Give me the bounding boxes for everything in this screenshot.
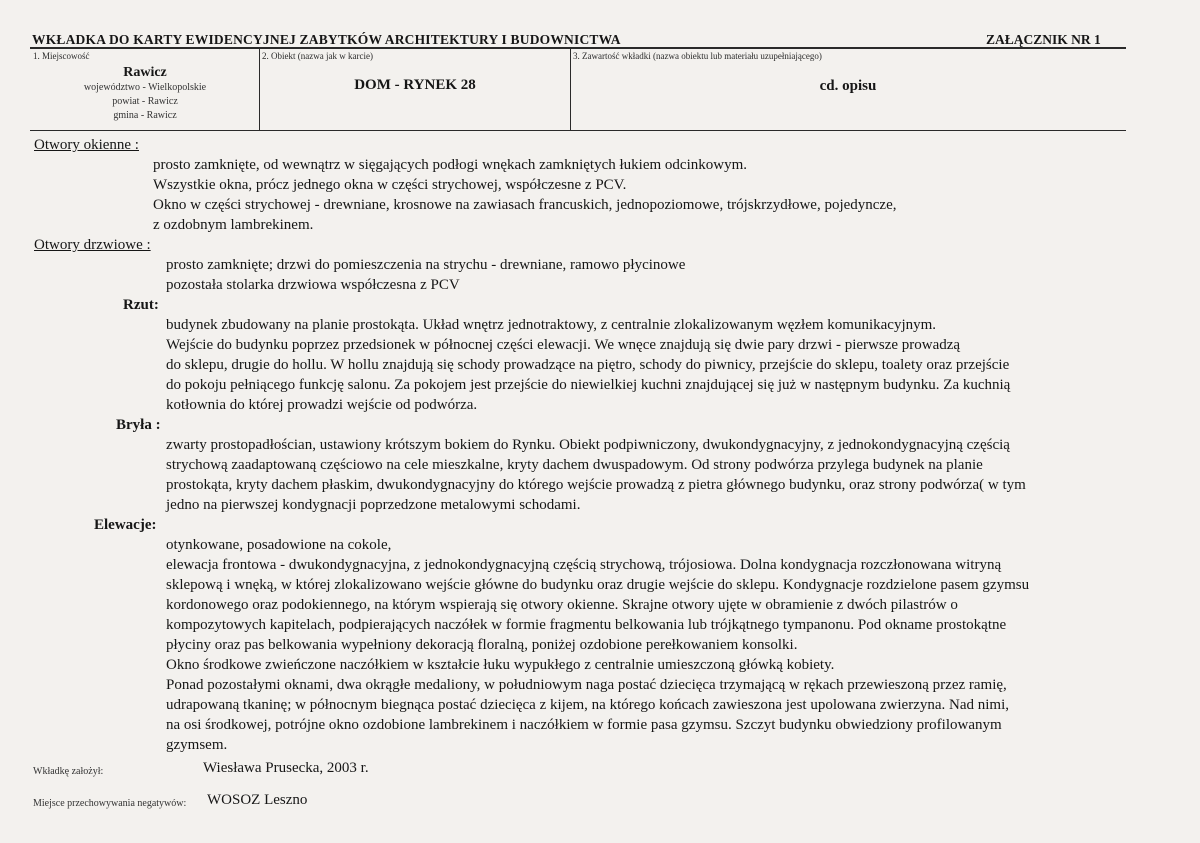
doors-line: pozostała stolarka drzwiowa współczesna z PCV <box>166 277 460 293</box>
plan-line: do pokoju pełniącego funkcję salonu. Za pokojem jest przejście do niewielkiej kuchni znajdującej się już w następnym budynku. Za kuchnią <box>166 377 1011 393</box>
place-label: 1. Miejscowość <box>33 51 90 61</box>
body-line: prostokąta, kryty dachem płaskim, dwukondygnacyjny do którego wejście prowadzą z pietra głównego budynku, oraz strony podwórza( w tym <box>166 477 1026 493</box>
negatives-location: WOSOZ Leszno <box>207 792 308 808</box>
windows-line: Wszystkie okna, prócz jednego okna w części strychowej, współczesne z PCV. <box>153 177 627 193</box>
windows-line: Okno w części strychowej - drewniane, krosnowe na zawiasach francuskich, jednopoziomowe, trójskrzydłowe, pojedyncze, <box>153 197 897 213</box>
plan-line: Wejście do budynku poprzez przedsionek w północnej części elewacji. We wnęce znajdują się dwie pary drzwi - pierwsze prowadzą <box>166 337 961 353</box>
elevations-line: udrapowaną tkaninę; w północnym biegnąca postać dziecięca z kijem, na którego końcach zawieszona jest upolowana zwierzyna. Nad nimi, <box>166 697 1010 713</box>
elevations-line: sklepową i wnęką, w której zlokalizowano wejście główne do budynku oraz drugie wejście do sklepu. Kondygnacje rozdzielone pasem gzymsu <box>166 577 1030 593</box>
elevations-line: płyciny oraz pas belkowania wypełniony dekoracją floralną, poniżej ozdobione perełkowaniem konsolki. <box>166 637 798 653</box>
body-line: zwarty prostopadłościan, ustawiony krótszym bokiem do Rynku. Obiekt podpiwniczony, dwukondygnacyjny, z jednokondygnacyjną częścią <box>166 437 1010 453</box>
plan-line: budynek zbudowany na planie prostokąta. Układ wnętrz jednotraktowy, z centralnie zlokalizowanym węzłem komunikacyjnym. <box>166 317 937 333</box>
windows-line: z ozdobnym lambrekinem. <box>153 217 314 233</box>
author-label: Wkładkę założył: <box>33 766 104 777</box>
header-top-rule <box>30 47 1126 49</box>
author-name: Wiesława Prusecka, 2003 r. <box>203 760 369 776</box>
elevations-line: gzymsem. <box>166 737 228 753</box>
elevations-line: elewacja frontowa - dwukondygnacyjna, z jednokondygnacyjną częścią strychową, trójosiowa. Dolna kondygnacja rozczłonowana witryną <box>166 557 1002 573</box>
elevations-title: Elewacje: <box>94 517 157 533</box>
plan-line: kotłownia do której prowadzi wejście od podwórza. <box>166 397 478 413</box>
plan-title: Rzut: <box>123 297 159 313</box>
column-divider-2 <box>570 48 571 130</box>
elevations-line: kompozytowych kapitelach, podpierających naczółek w formie fragmentu belkowania lub trójkątnego tympanonu. Pod okname prostokątne <box>166 617 1007 633</box>
object-label: 2. Obiekt (nazwa jak w karcie) <box>262 51 373 61</box>
object-name: DOM - RYNEK 28 <box>354 77 476 93</box>
body-title: Bryła : <box>116 417 161 433</box>
document-title: WKŁADKA DO KARTY EWIDENCYJNEJ ZABYTKÓW ARCHITEKTURY I BUDOWNICTWA <box>32 32 621 47</box>
elevations-line: Okno środkowe zwieńczone naczółkiem w kształcie łuku wypukłego z centralnie umieszczoną główką kobiety. <box>166 657 835 673</box>
content-name: cd. opisu <box>819 78 877 94</box>
body-line: jedno na pierwszej kondygnacji poprzedzone metalowymi schodami. <box>166 497 581 513</box>
voivodeship: województwo - Wielkopolskie <box>83 82 207 93</box>
elevations-line: kordonowego oraz podokiennego, na którym wspierają się otwory okienne. Skrajne otwory ujęte w obramienie z dwóch pilastrów o <box>166 597 958 613</box>
windows-line: prosto zamknięte, od wewnątrz w sięgających podłogi wnękach zamkniętych łukiem odcinkowym. <box>153 157 747 173</box>
body-line: strychową zaadaptowaną częściowo na cele mieszkalne, kryty dachem dwuspadowym. Od strony podwórza przylega budynek na planie <box>166 457 983 473</box>
annex-number: ZAŁĄCZNIK NR 1 <box>986 32 1101 47</box>
doors-title: Otwory drzwiowe : <box>34 237 151 253</box>
content-label: 3. Zawartość wkładki (nazwa obiektu lub materiału uzupełniającego) <box>573 51 822 61</box>
elevations-line: otynkowane, posadowione na cokole, <box>166 537 392 553</box>
windows-title: Otwory okienne : <box>34 137 139 153</box>
doors-line: prosto zamknięte; drzwi do pomieszczenia na strychu - drewniane, ramowo płycinowe <box>166 257 686 273</box>
commune: gmina - Rawicz <box>113 110 177 121</box>
negatives-label: Miejsce przechowywania negatywów: <box>33 798 187 809</box>
place-name: Rawicz <box>123 65 167 80</box>
header-bottom-rule <box>30 130 1126 131</box>
elevations-line: Ponad pozostałymi oknami, dwa okrągłe medaliony, w południowym naga postać dziecięca trzymającą w rękach przewieszoną przez ramię, <box>166 677 1007 693</box>
elevations-line: na osi środkowej, potrójne okno ozdobione lambrekinem i naczółkiem w formie pasa gzymsu. Szczyt budynku obwiedziony profilowanym <box>166 717 1002 733</box>
plan-line: do sklepu, drugie do hollu. W hollu znajdują się schody prowadzące na piętro, schody do piwnicy, przejście do sklepu, toalety oraz przejście <box>166 357 1010 373</box>
county: powiat - Rawicz <box>112 96 178 107</box>
column-divider-1 <box>259 48 260 130</box>
